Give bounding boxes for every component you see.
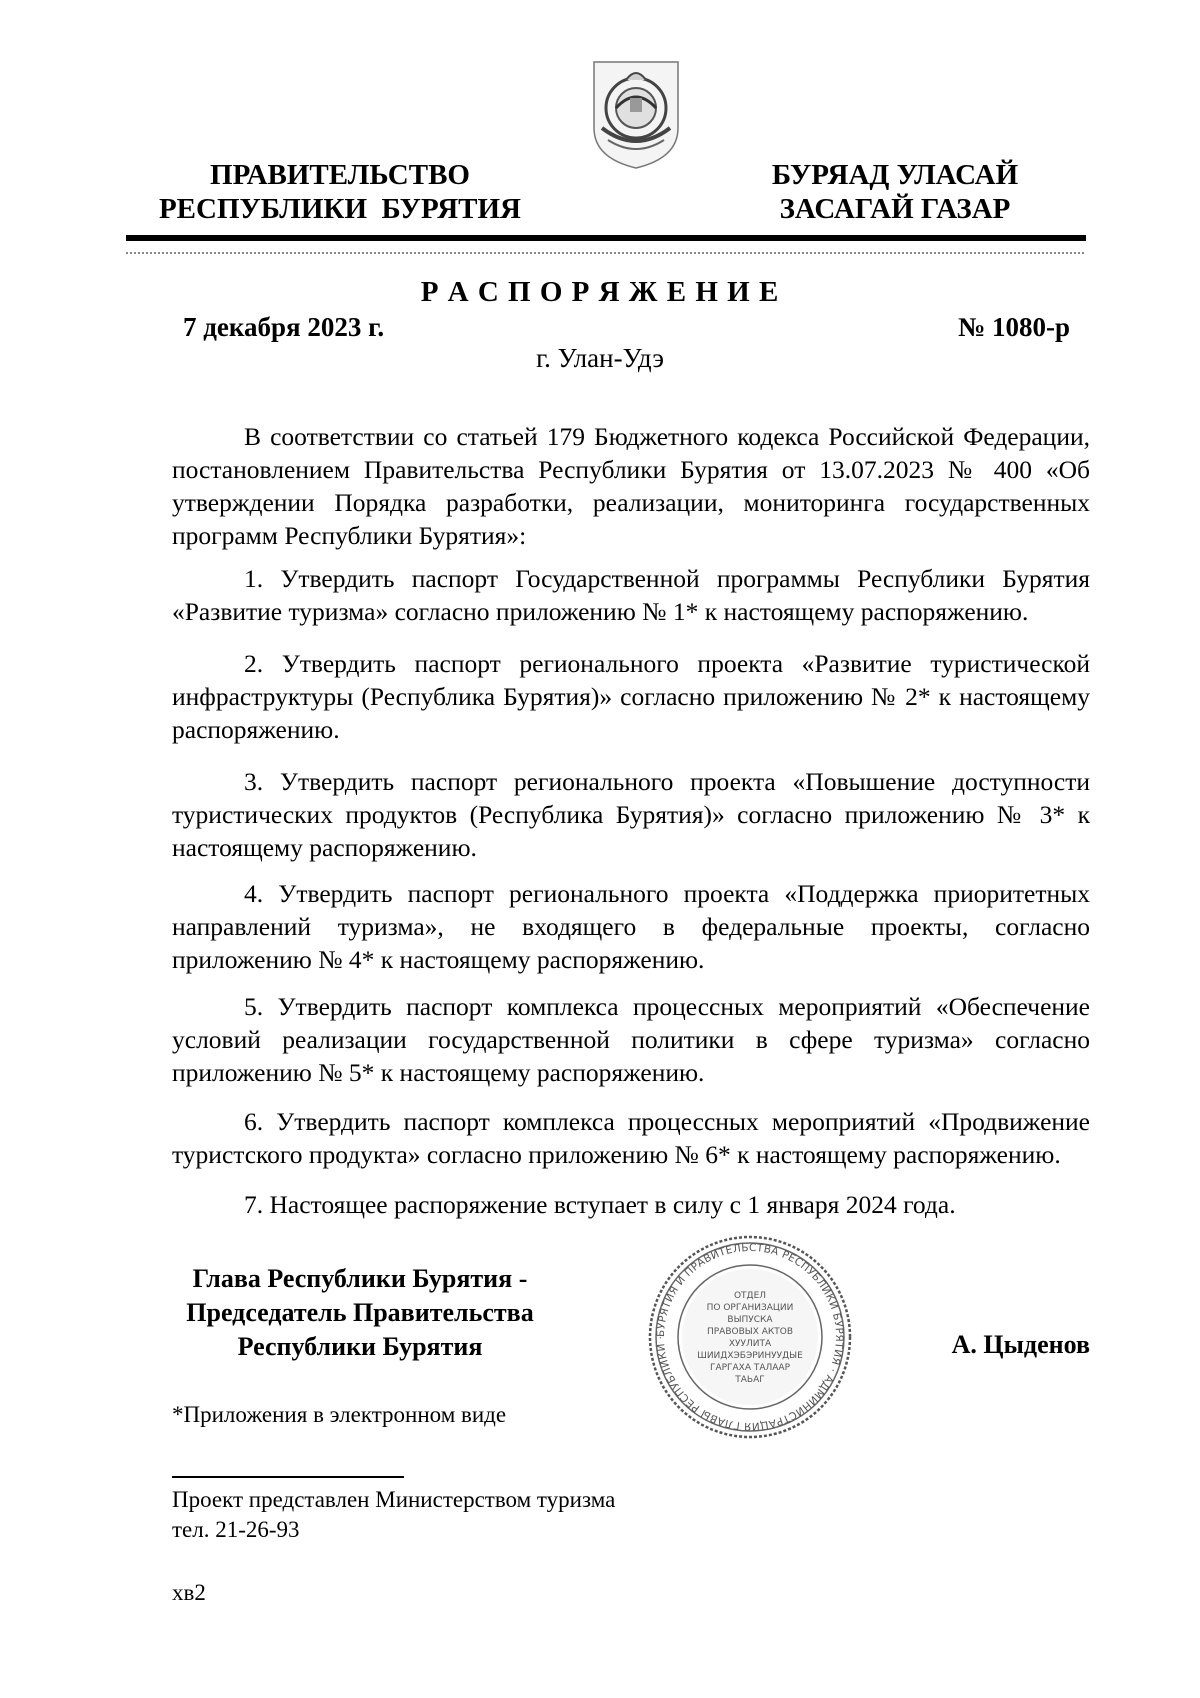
seal-inner-line: ТАЬАГ <box>735 1375 765 1385</box>
signatory-name: А. Цыденов <box>951 1330 1090 1359</box>
seal-inner-line: ПО ОРГАНИЗАЦИИ <box>706 1303 794 1313</box>
appendix-note: *Приложения в электронном виде <box>172 1402 507 1427</box>
order-item-4 <box>172 877 1090 976</box>
document-date: 7 декабря 2023 г. <box>183 312 385 342</box>
document-type-title: Р А С П О Р Я Ж Е Н И Е <box>420 276 780 308</box>
document-city: г. Улан-Удэ <box>536 343 664 373</box>
order-item-6-text: 6. Утвердить паспорт комплекса процессных мероприятий «Продвижение туристского продукта» согласно приложению № 6* к настоящему распоряжению. <box>172 1107 1090 1169</box>
order-item-7 <box>172 1188 1090 1221</box>
seal-inner-line: ШИИДХЭБЭРИНУУДЫЕ <box>697 1351 803 1361</box>
order-item-3 <box>172 765 1090 864</box>
order-item-1 <box>172 562 1090 628</box>
signature-title-line2: Председатель Правительства <box>186 1298 534 1327</box>
order-item-5-text: 5. Утвердить паспорт комплекса процессных мероприятий «Обеспечение условий реализации государственной политики в сфере туризма» согласно приложению № 5* к настоящему распоряжению. <box>172 992 1090 1087</box>
footer-divider <box>172 1476 404 1478</box>
seal-inner-line: ПРАВОВЫХ АКТОВ <box>706 1327 794 1337</box>
signature-title-block <box>160 1262 560 1364</box>
document-number: № 1080-р <box>958 312 1070 342</box>
order-item-1-text: 1. Утвердить паспорт Государственной программы Республики Бурятия «Развитие туризма» согласно приложению № 1* к настоящему распоряжению. <box>172 564 1090 626</box>
header-left-line2: РЕСПУБЛИКИ БУРЯТИЯ <box>158 193 522 225</box>
header-right-line1: БУРЯАД УЛАСАЙ <box>771 159 1019 191</box>
order-item-5 <box>172 990 1090 1089</box>
signature-title-line1: Глава Республики Бурятия - <box>192 1264 528 1293</box>
header-right-block <box>735 158 1055 226</box>
official-seal-stamp <box>645 1232 855 1442</box>
header-right-line2: ЗАСАГАЙ ГАЗАР <box>779 193 1011 225</box>
seal-inner-line: ХУУЛИТА <box>728 1339 772 1349</box>
order-item-2-text: 2. Утвердить паспорт регионального проекта «Развитие туристической инфраструктуры (Республика Бурятия)» согласно приложению № 2* к настоящему распоряжению. <box>172 649 1090 744</box>
header-left-line1: ПРАВИТЕЛЬСТВО <box>210 159 470 191</box>
order-item-7-text: 7. Настоящее распоряжение вступает в силу с 1 января 2024 года. <box>244 1190 956 1219</box>
preamble-text: В соответствии со статьей 179 Бюджетного кодекса Российской Федерации, постановлением Правительства Республики Бурятия от 13.07.2023 № 400 «Об утверждении Порядка разработки, реализации, мониторинга государственных программ Республики Бурятия»: <box>172 422 1090 550</box>
preamble-paragraph <box>172 420 1090 552</box>
order-item-2 <box>172 647 1090 746</box>
document-code: хв2 <box>172 1580 206 1605</box>
order-item-6 <box>172 1105 1090 1171</box>
order-item-4-text: 4. Утвердить паспорт регионального проекта «Поддержка приоритетных направлений туризма», не входящего в федеральные проекты, согласно приложению № 4* к настоящему распоряжению. <box>172 879 1090 974</box>
header-thin-divider <box>126 252 1086 254</box>
coat-of-arms-emblem <box>590 58 682 170</box>
order-item-3-text: 3. Утвердить паспорт регионального проекта «Повышение доступности туристических продуктов (Республика Бурятия)» согласно приложению № 3* к настоящему распоряжению. <box>172 767 1090 862</box>
header-left-block <box>140 158 540 226</box>
seal-inner-line: ГАРГАХА ТАЛААР <box>709 1363 791 1373</box>
signature-title-line3: Республики Бурятия <box>237 1332 483 1361</box>
project-by-text: Проект представлен Министерством туризма <box>172 1487 616 1512</box>
seal-inner-line: ОТДЕЛ <box>733 1291 767 1301</box>
phone-text: тел. 21-26-93 <box>172 1517 300 1542</box>
svg-text:БУРЯТИЯ И ПРАВИТЕЛЬСТВА РЕСПУБ: БУРЯТИЯ И ПРАВИТЕЛЬСТВА РЕСПУБЛИКИ БУРЯТИЯ · АДМИНИСТРАЦИЯ ГЛАВЫ РЕСПУБЛИКИ · <box>654 1241 846 1433</box>
seal-inner-line: ВЫПУСКА <box>727 1315 773 1325</box>
header-thick-divider <box>126 235 1086 241</box>
